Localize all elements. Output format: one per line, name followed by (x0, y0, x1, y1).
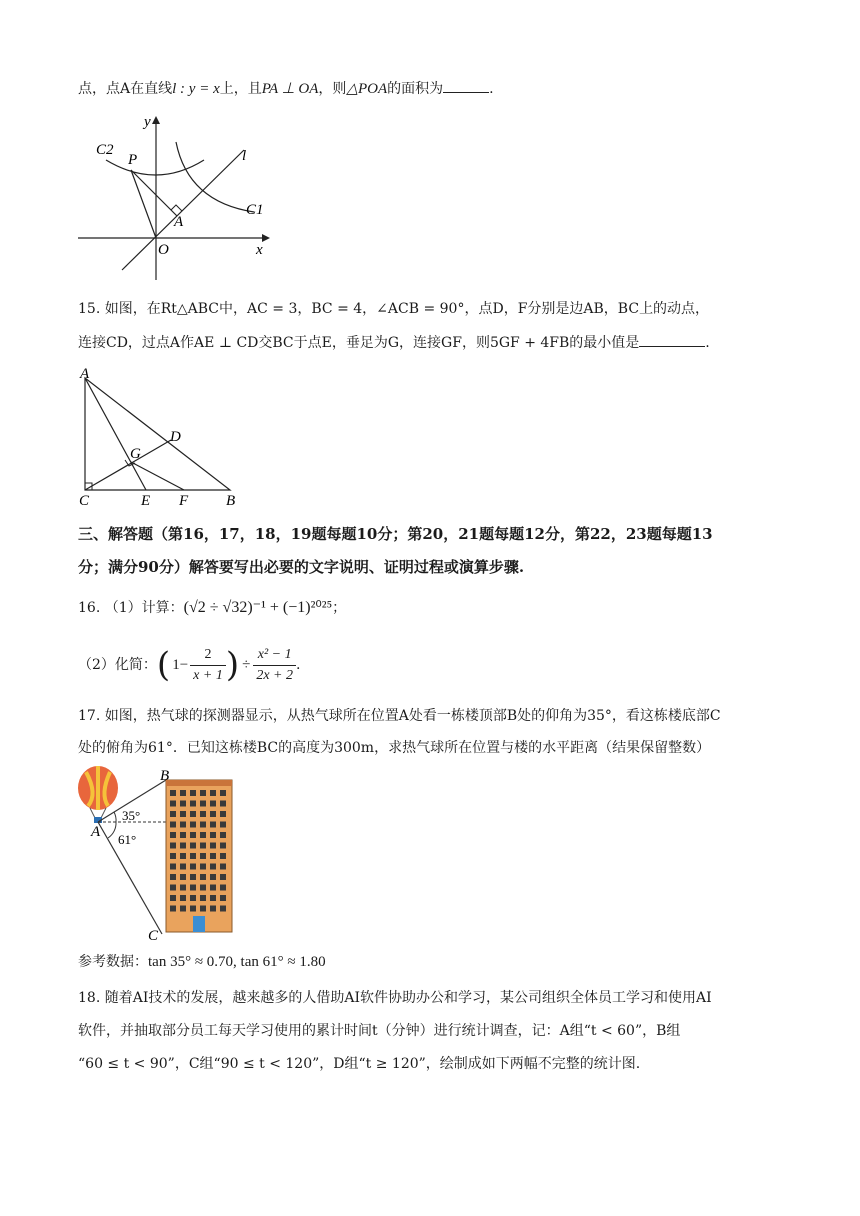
label-b: B (226, 493, 236, 509)
window (170, 864, 176, 870)
q17-line2: 处的俯角为61°．已知这栋楼BC的高度为300m，求热气球所在位置与楼的水平距离（结果保留整数） (78, 740, 711, 756)
fraction-1 (190, 645, 226, 686)
q16-part2-end: . (296, 657, 301, 673)
window (210, 906, 216, 912)
q18-text1: 随着AI技术的发展，越来越多的人借助AI软件协助办公和学习，某公司组织全体员工学习和使用AI (104, 990, 712, 1006)
q14-math2: PA ⊥ OA (261, 81, 319, 97)
window (210, 874, 216, 880)
window (220, 822, 226, 828)
window (200, 822, 206, 828)
window (180, 864, 186, 870)
q17-text1: 如图，热气球的探测器显示，从热气球所在位置A处看一栋楼顶部B处的仰角为35°，看这栋楼底部C (104, 708, 721, 724)
window (190, 895, 196, 901)
window (210, 895, 216, 901)
label-a: A (174, 214, 184, 230)
q14-text2: 上，且 (219, 81, 262, 97)
y-axis-arrow (152, 116, 160, 124)
segment-ae (85, 378, 146, 490)
window (180, 895, 186, 901)
segment-po (131, 170, 156, 238)
window (210, 822, 216, 828)
window (220, 864, 226, 870)
window (220, 801, 226, 807)
q15-line2 (78, 332, 710, 353)
curve-c2 (106, 160, 204, 175)
window (180, 832, 186, 838)
q15-number: 15. (78, 301, 101, 317)
window (190, 864, 196, 870)
q15-line1 (78, 299, 709, 319)
window (200, 885, 206, 891)
window (210, 853, 216, 859)
label-f: F (179, 493, 189, 509)
label-angle-61: 61° (118, 832, 137, 847)
window (220, 811, 226, 817)
q16-part1-label: （1）计算： (104, 600, 184, 616)
window (210, 811, 216, 817)
window (180, 801, 186, 807)
q17-figure (76, 764, 246, 944)
q18-number: 18. (78, 990, 101, 1006)
q16-part1-end: ； (332, 600, 347, 616)
window (170, 811, 176, 817)
paren-left: ( (156, 645, 171, 685)
window (180, 790, 186, 796)
label-c1: C1 (246, 202, 264, 218)
section3-line2: 分；满分90分）解答要写出必要的文字说明、证明过程或演算步骤. (78, 558, 525, 576)
paren-right: ) (225, 645, 240, 685)
window (210, 832, 216, 838)
window (190, 843, 196, 849)
window (170, 801, 176, 807)
label-c: C (148, 928, 159, 944)
q14-text1: 点，点A在直线 (78, 81, 173, 97)
q15-figure (76, 364, 246, 509)
window (190, 874, 196, 880)
q14-tail-line (78, 78, 494, 99)
q16-part2-label: （2）化简： (78, 657, 157, 673)
triangle-abc (85, 378, 230, 490)
label-g: G (130, 446, 141, 462)
q16-part1 (78, 598, 346, 618)
window (200, 790, 206, 796)
window (220, 832, 226, 838)
fraction-2 (253, 645, 296, 686)
window (200, 832, 206, 838)
window (200, 811, 206, 817)
q15-text1: 如图，在Rt△ABC中，AC = 3，BC = 4，∠ACB = 90°，点D，F分别是边AB，BC上的动点， (104, 301, 710, 317)
window (200, 853, 206, 859)
fraction-1-den: x + 1 (193, 667, 223, 683)
window (200, 895, 206, 901)
window (170, 853, 176, 859)
window (170, 885, 176, 891)
q14-math1: l : y = x (172, 81, 220, 97)
window (170, 906, 176, 912)
angle-arc-35 (114, 812, 116, 822)
window (220, 895, 226, 901)
label-c: C (79, 493, 90, 509)
divide-sign: ÷ (242, 657, 251, 673)
window (190, 906, 196, 912)
window (170, 874, 176, 880)
window (210, 885, 216, 891)
window (190, 822, 196, 828)
x-axis-arrow (262, 234, 270, 242)
window (180, 822, 186, 828)
label-c2: C2 (96, 142, 114, 158)
label-a: A (80, 366, 90, 382)
q14-text4: 的面积为 (387, 81, 444, 97)
window (180, 843, 186, 849)
label-p: P (128, 152, 138, 168)
window (220, 885, 226, 891)
ref-label: 参考数据： (78, 954, 148, 970)
q17-line1 (78, 706, 721, 726)
label-y: y (144, 114, 151, 130)
line-l (122, 148, 247, 270)
window (190, 885, 196, 891)
window (200, 874, 206, 880)
window (170, 843, 176, 849)
window (210, 843, 216, 849)
label-a: A (91, 824, 101, 840)
window (220, 853, 226, 859)
window (180, 906, 186, 912)
window (200, 843, 206, 849)
window (220, 874, 226, 880)
q14-figure (76, 112, 276, 282)
label-d: D (170, 429, 181, 445)
q18-line2: 软件，并抽取部分员工每天学习使用的累计时间t（分钟）进行统计调查，记：A组“t < 60”，B组 (78, 1023, 681, 1039)
q16-part2 (78, 640, 300, 690)
ref-values: tan 35° ≈ 0.70, tan 61° ≈ 1.80 (148, 954, 326, 970)
q15-end: . (705, 335, 710, 351)
window (170, 790, 176, 796)
one: 1− (172, 657, 189, 673)
fraction-1-num: 2 (190, 645, 226, 666)
q16-part1-expr: (√2 ÷ √32)⁻¹ + (−1)²⁰²⁵ (183, 599, 333, 616)
q18-line1 (78, 988, 712, 1008)
window (190, 832, 196, 838)
label-angle-35: 35° (122, 808, 141, 823)
label-e: E (141, 493, 151, 509)
window (190, 853, 196, 859)
window (180, 885, 186, 891)
q18-line3: “60 ≤ t < 90”，C组“90 ≤ t < 120”，D组“t ≥ 120”，绘制成如下两幅不完整的统计图. (78, 1056, 641, 1072)
window (180, 811, 186, 817)
window (190, 811, 196, 817)
window (180, 853, 186, 859)
fraction-2-num: x² − 1 (253, 645, 296, 666)
q14-math3: △POA (346, 81, 388, 97)
window (200, 801, 206, 807)
window (200, 906, 206, 912)
window (220, 790, 226, 796)
window (190, 790, 196, 796)
q15-text2: 连接CD，过点A作AE ⊥ CD交BC于点E，垂足为G，连接GF，则5GF + 4FB的最小值是 (78, 335, 640, 351)
window (190, 801, 196, 807)
window (210, 801, 216, 807)
label-x: x (256, 242, 263, 258)
label-l: l (242, 148, 247, 164)
answer-blank (443, 78, 489, 93)
answer-blank (639, 332, 705, 347)
window (170, 832, 176, 838)
right-angle-mark (171, 205, 182, 211)
q16-number: 16. (78, 600, 101, 616)
q14-end: . (489, 81, 494, 97)
window (170, 822, 176, 828)
building-roof (166, 780, 232, 786)
q17-number: 17. (78, 708, 101, 724)
window (220, 906, 226, 912)
angle-arc-61 (108, 822, 116, 838)
q17-reference (78, 952, 326, 972)
building-door (193, 916, 205, 932)
window (170, 895, 176, 901)
label-o: O (158, 242, 169, 258)
window (210, 864, 216, 870)
label-b: B (160, 768, 170, 784)
window (220, 843, 226, 849)
section3-line1: 三、解答题（第16，17，18，19题每题10分；第20，21题每题12分，第22，23题每题13 (78, 525, 713, 543)
window (200, 864, 206, 870)
window (210, 790, 216, 796)
fraction-2-den: 2x + 2 (256, 667, 293, 683)
q14-text3: ，则 (318, 81, 347, 97)
segment-pa (131, 170, 177, 216)
window (180, 874, 186, 880)
